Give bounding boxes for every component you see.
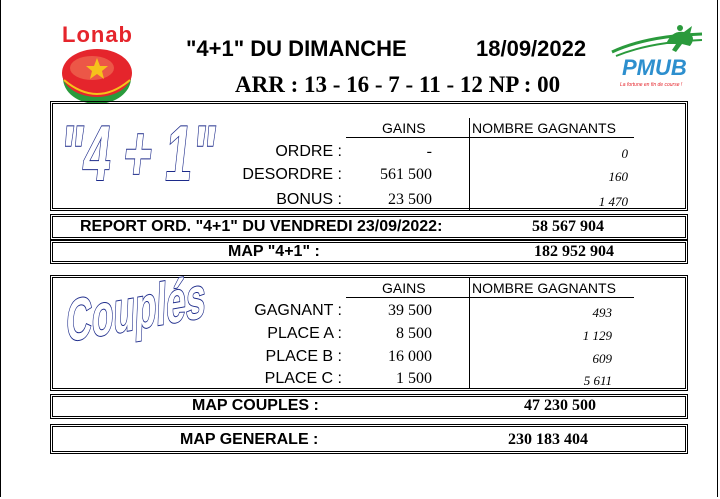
row-desordre-gains: 561 500 [380, 166, 432, 183]
couples-column-divider [469, 278, 470, 388]
row-place-b-winners: 609 [592, 351, 612, 366]
pmub-slogan: La fortune en fin de course ! [620, 82, 683, 88]
col-gains-header: GAINS [382, 120, 426, 136]
map-41-value: 182 952 904 [534, 243, 614, 260]
couples-col-gains-header: GAINS [382, 280, 426, 296]
draw-date: 18/09/2022 [476, 36, 587, 61]
row-gagnant-label: GAGNANT : [254, 302, 342, 319]
row-place-c-winners: 5 611 [583, 373, 612, 388]
couples-header-underline [346, 297, 634, 298]
section-41-big-label: "4 + 1" [56, 109, 221, 197]
row-desordre-winners: 160 [608, 169, 628, 184]
row-ordre-label: ORDRE : [275, 143, 342, 160]
arrival-line: ARR : 13 - 16 - 7 - 11 - 12 NP : 00 [235, 72, 561, 97]
row-place-a-label: PLACE A : [267, 325, 342, 342]
map-generale-value: 230 183 404 [508, 431, 588, 448]
row-ordre-gains: - [426, 143, 432, 160]
section-couples-big-label: Couplés [65, 263, 208, 355]
report-value: 58 567 904 [532, 218, 604, 235]
row-place-a-winners: 1 129 [582, 328, 612, 343]
row-place-b-label: PLACE B : [265, 348, 342, 365]
header-underline [346, 137, 634, 138]
map-generale-label: MAP GENERALE : [180, 431, 319, 448]
map-couples-value: 47 230 500 [524, 397, 596, 414]
row-desordre-label: DESORDRE : [242, 166, 342, 183]
row-ordre-winners: 0 [621, 146, 628, 161]
lonab-wordmark: Lonab [62, 22, 133, 47]
row-bonus-label: BONUS : [276, 191, 342, 208]
column-divider [469, 118, 470, 210]
pmub-wordmark: PMUB [622, 55, 687, 80]
row-gagnant-winners: 493 [592, 305, 612, 320]
report-label: REPORT ORD. "4+1" DU VENDREDI 23/09/2022: [80, 218, 443, 235]
row-bonus-gains: 23 500 [388, 191, 432, 208]
map-couples-label: MAP COUPLES : [192, 397, 319, 414]
row-bonus-winners: 1 470 [598, 194, 628, 209]
row-gagnant-gains: 39 500 [388, 302, 432, 319]
page-title: "4+1" DU DIMANCHE [186, 36, 407, 61]
couples-col-winners-header: NOMBRE GAGNANTS [472, 280, 616, 296]
row-place-c-gains: 1 500 [396, 370, 432, 387]
map-generale-bar [50, 424, 688, 454]
row-place-a-gains: 8 500 [396, 325, 432, 342]
row-place-b-gains: 16 000 [388, 348, 432, 365]
map-41-label: MAP "4+1" : [228, 243, 320, 260]
row-place-c-label: PLACE C : [264, 370, 342, 387]
col-winners-header: NOMBRE GAGNANTS [472, 120, 616, 136]
